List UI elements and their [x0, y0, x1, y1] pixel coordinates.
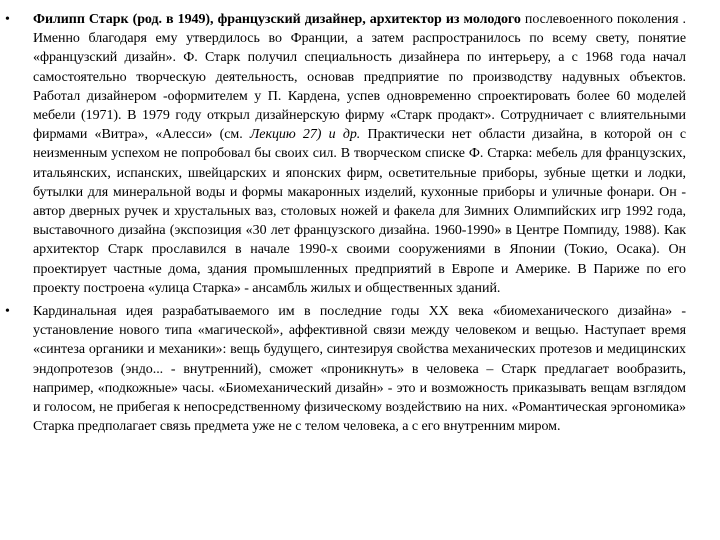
paragraph-lead: Филипп Старк (род. в 1949), французский дизайнер, архитектор из молодого — [33, 12, 521, 27]
bullet-icon: • — [5, 12, 10, 27]
paragraph-text: послевоенного поколения . Именно благодаря ему утвердилось во Франции, а затем распространилось по всему свету, понятие «французский дизайн». Ф. Старк получил специальность дизайнера по интерьеру, а с 1968 года начал самостоятельно творческую деятельность, основав предприятие по производству надувных объектов. Работал дизайнером -оформителем у П. Кардена, успев одновременно спроектировать более 60 моделей мебели (1971). В 1979 году открыл дизайнерскую фирму «Старк продакт». Сотрудничает с влиятельными фирмами «Витра», «Алесси» (см. — [33, 12, 686, 143]
paragraph-text-continued: Практически нет области дизайна, в которой он с неизменным успехом не попробовал бы своих сил. В творческом списке Ф. Старка: мебель для французских, итальянских, испанских, швейцарских и японских фирм, осветительные приборы, зубные щетки и лодки, бутылки для минеральной воды и формы макаронных изделий, кухонные приборы и уличные фонари. Он - автор дверных ручек и хрустальных ваз, столовых ножей и факела для Зимних Олимпийских игр 1992 года, выставочного дизайна (экспозиция «30 лет французского дизайна. 1960-1990» в Центре Помпиду, 1988). Как архитектор Старк прославился в начале 1990-х своими сооружениями в Японии (Токио, Осака). Он проектирует частные дома, здания промышленных предприятий в Европе и Америке. В Париже по его проекту построена «улица Старка» - ансамбль жилых и общественных зданий. — [33, 127, 687, 296]
paragraph-biomechanical-design: Кардинальная идея разрабатываемого им в последние годы ХХ века «биомеханического дизайна» - установление нового типа «магической», аффективной связи между человеком и вещью. Наступает время «синтеза органики и механики»: вещь будущего, синтезируя свойства механических протезов и медицинских эндопротезов (эндо... - внутренний), сможет «проникнуть» в человека – Старк предлагает вообразить, например, «подкожные» часы. «Биомеханический дизайн» - это и возможность приказывать вещам взглядом и голосом, не прибегая к непосредственному физическому воздействию на них. «Романтическая эргономика» Старка предполагает связь предмета уже не с телом человека, а с его внутренним миром. — [33, 304, 686, 435]
list-item-biomechanical-design — [5, 302, 686, 436]
lecture-reference: Лекцию 27) и др. — [249, 127, 361, 143]
paragraph-biography — [33, 10, 686, 298]
bullet-icon: • — [5, 304, 10, 320]
list-item-starck-biography — [5, 10, 687, 298]
bullet-list — [5, 10, 687, 436]
